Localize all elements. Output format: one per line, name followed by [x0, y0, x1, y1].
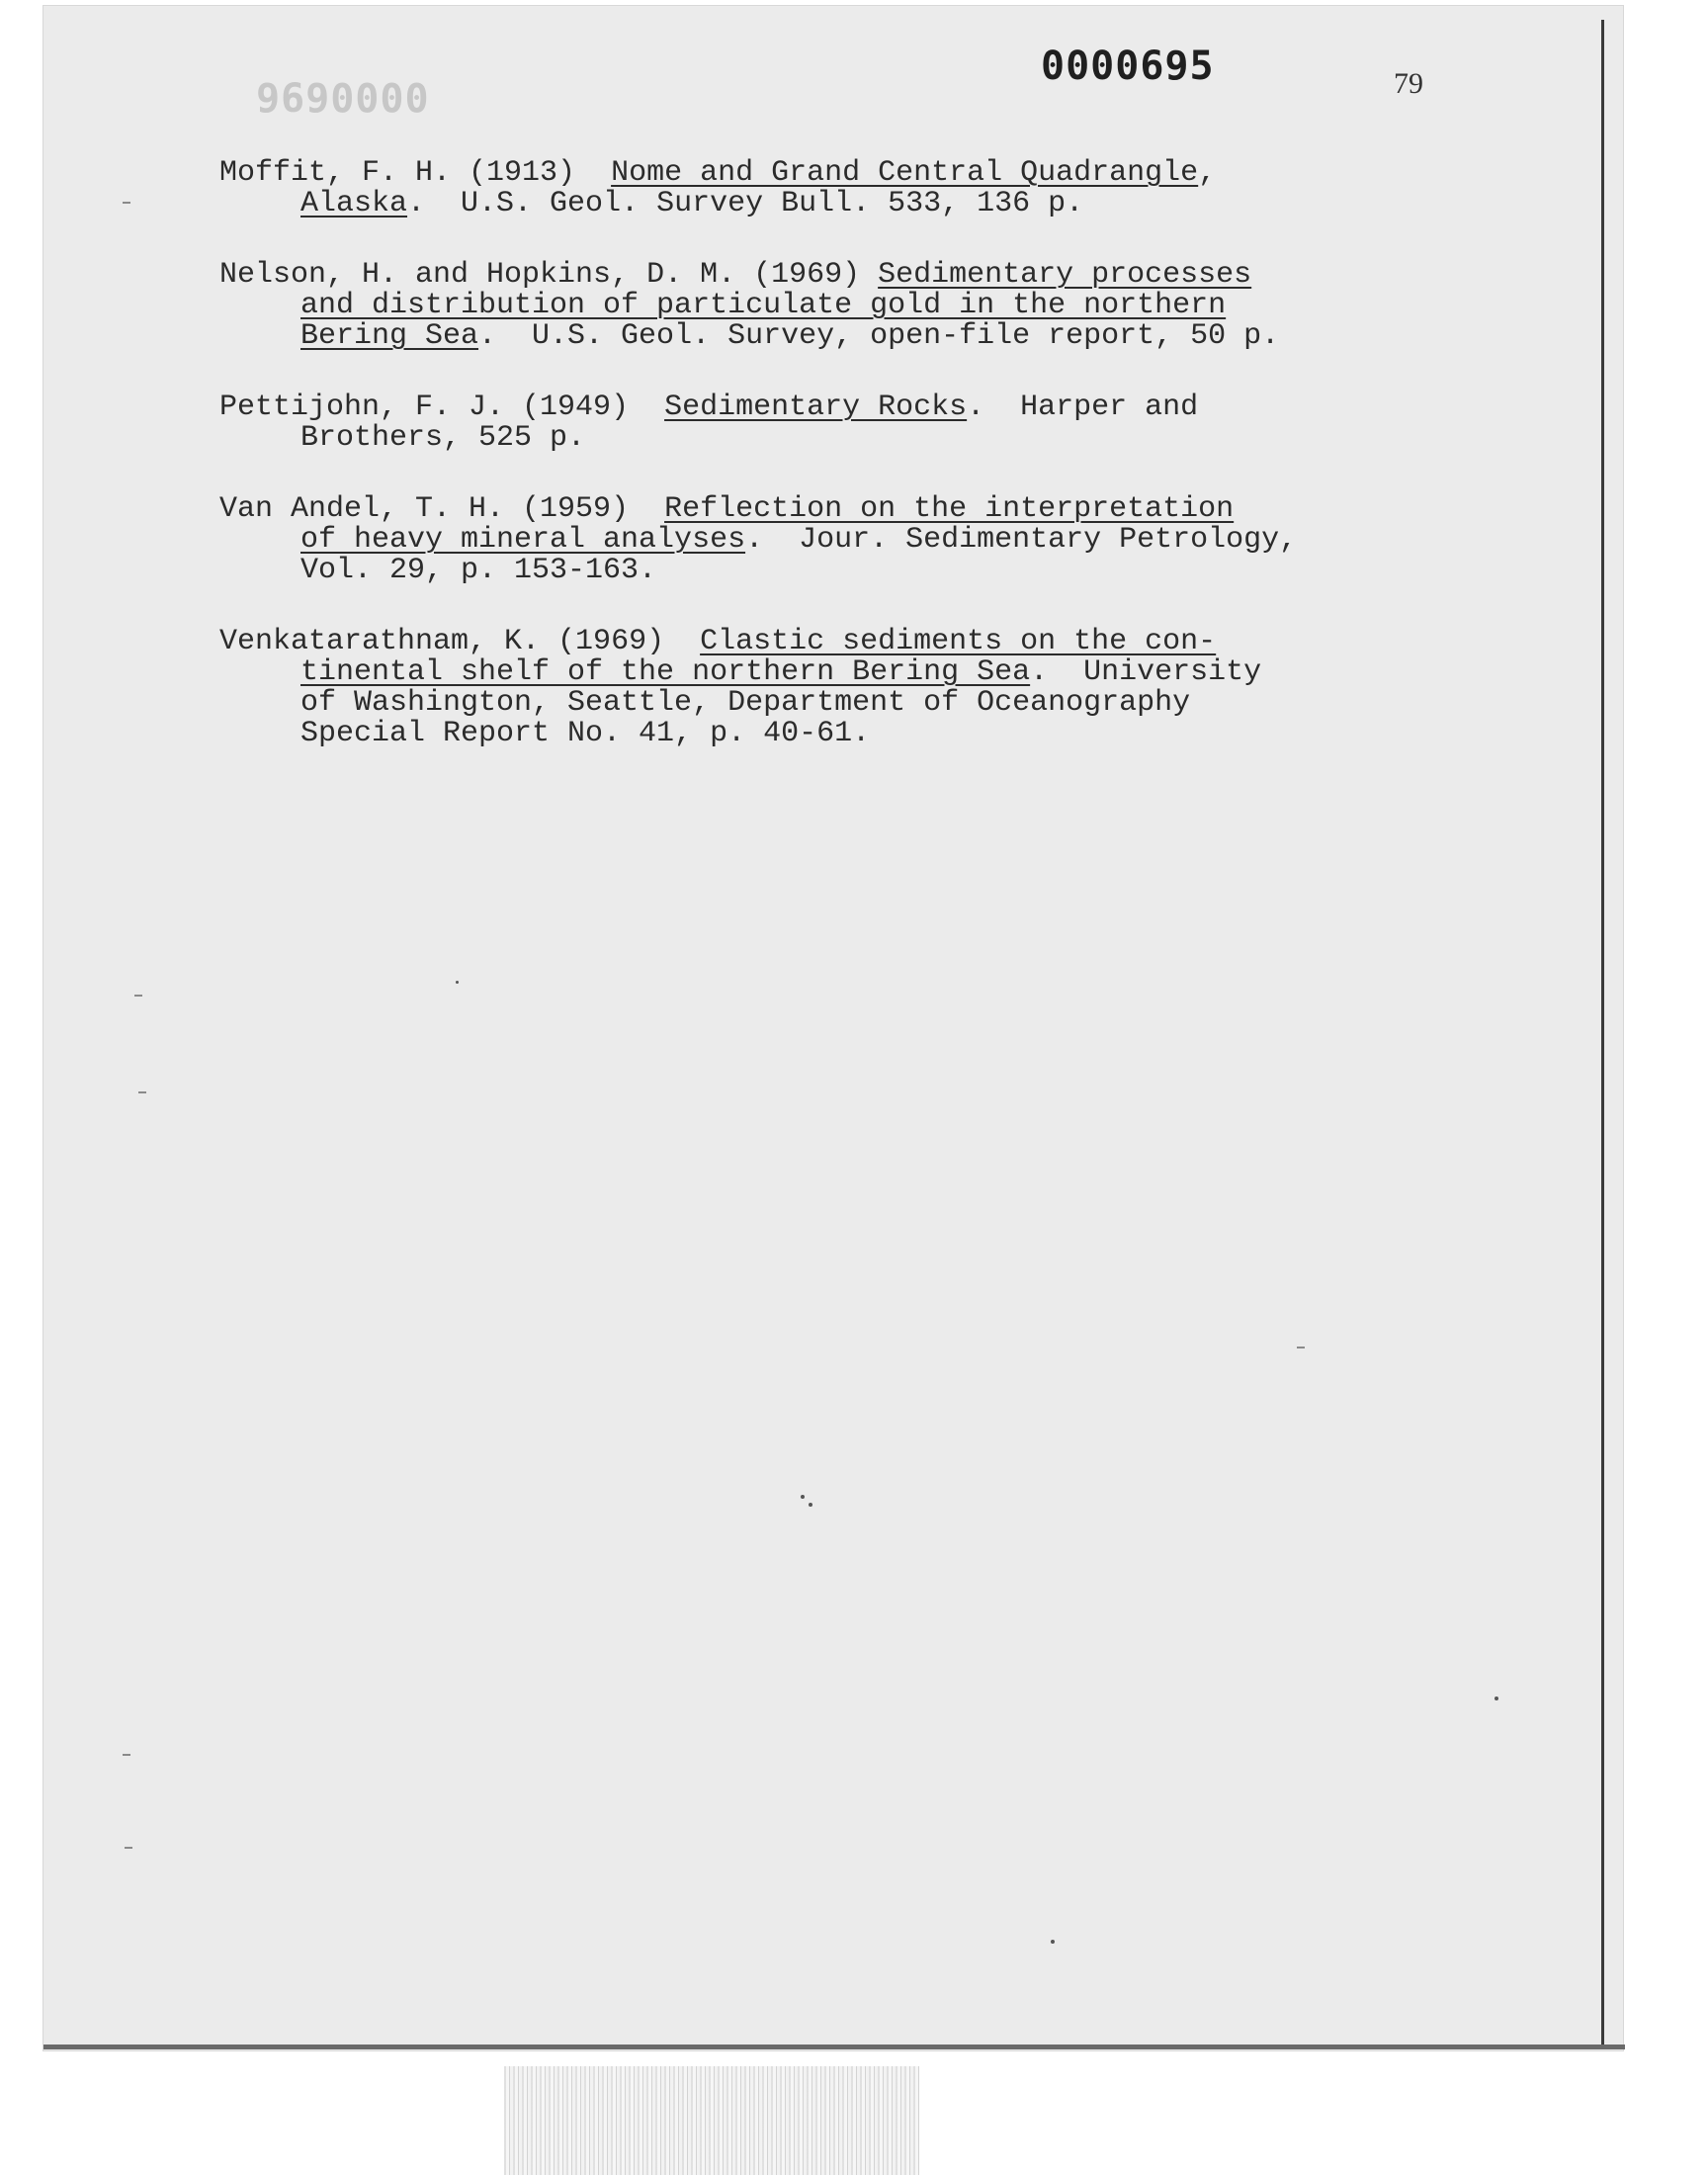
- reference-line: [219, 556, 1544, 586]
- reference-entry: [219, 392, 1544, 454]
- reference-text: Venkatarathnam, K. (1969): [219, 625, 701, 658]
- reference-line: [219, 525, 1544, 556]
- reference-line: [219, 321, 1544, 352]
- scan-speck: [1051, 1940, 1055, 1944]
- reference-line: [219, 260, 1544, 291]
- reference-line: [219, 423, 1544, 454]
- reference-text: Brothers, 525 p.: [300, 421, 586, 455]
- reference-line: [219, 688, 1544, 719]
- page-number: 79: [1394, 67, 1423, 100]
- reference-line: [219, 158, 1544, 189]
- scan-speck: [801, 1495, 805, 1499]
- reference-entry: [219, 627, 1544, 749]
- reference-line: [219, 719, 1544, 749]
- reference-list: [219, 158, 1544, 790]
- reference-title: Nome and Grand Central Quadrangle: [611, 156, 1199, 190]
- reference-text: Pettijohn, F. J. (1949): [219, 391, 665, 424]
- reference-text: Vol. 29, p. 153-163.: [300, 554, 657, 587]
- reference-entry: [219, 494, 1544, 586]
- reference-text: . Jour. Sedimentary Petrology,: [745, 523, 1298, 557]
- reference-text: . U.S. Geol. Survey Bull. 533, 136 p.: [407, 187, 1084, 220]
- reference-title: of heavy mineral analyses: [300, 523, 746, 557]
- reference-line: [219, 627, 1544, 657]
- reference-title: Alaska: [300, 187, 408, 220]
- reference-text: . University: [1030, 655, 1262, 689]
- reference-line: [219, 392, 1544, 423]
- scanner-artifact-strip: [504, 2066, 919, 2175]
- document-number-stamp: 0000695: [1041, 44, 1215, 89]
- margin-mark: [125, 1847, 132, 1849]
- scan-speck: [809, 1503, 812, 1507]
- reference-text: Van Andel, T. H. (1959): [219, 492, 665, 526]
- reference-title: Reflection on the interpretation: [664, 492, 1235, 526]
- reference-title: Sedimentary Rocks: [664, 391, 968, 424]
- reference-entry: [219, 158, 1544, 219]
- reference-line: [219, 657, 1544, 688]
- reference-title: Sedimentary processes: [878, 258, 1252, 292]
- margin-mark: [123, 202, 130, 204]
- reference-line: [219, 189, 1544, 219]
- margin-mark: [123, 1754, 130, 1756]
- reference-text: Moffit, F. H. (1913): [219, 156, 612, 190]
- margin-mark: [1297, 1347, 1305, 1348]
- bleed-through-stamp: 0000696: [255, 73, 429, 119]
- reference-title: and distribution of particulate gold in the northern: [300, 289, 1227, 322]
- reference-text: . Harper and: [967, 391, 1199, 424]
- reference-title: tinental shelf of the northern Bering Sea: [300, 655, 1031, 689]
- scan-speck: [1494, 1696, 1498, 1700]
- reference-text: Special Report No. 41, p. 40-61.: [300, 717, 871, 750]
- margin-mark: [138, 1091, 146, 1093]
- reference-title: Bering Sea: [300, 319, 479, 353]
- reference-title: Clastic sediments on the con-: [700, 625, 1217, 658]
- reference-entry: [219, 260, 1544, 352]
- sheet-bottom-edge: [43, 2044, 1625, 2049]
- margin-mark: [134, 995, 142, 997]
- reference-text: ,: [1198, 156, 1217, 190]
- reference-text: . U.S. Geol. Survey, open-file report, 50 p.: [478, 319, 1280, 353]
- scan-speck: [456, 981, 459, 984]
- sheet-right-edge: [1601, 20, 1604, 2046]
- reference-line: [219, 291, 1544, 321]
- reference-text: Nelson, H. and Hopkins, D. M. (1969): [219, 258, 879, 292]
- reference-line: [219, 494, 1544, 525]
- reference-text: of Washington, Seattle, Department of Oceanography: [300, 686, 1191, 720]
